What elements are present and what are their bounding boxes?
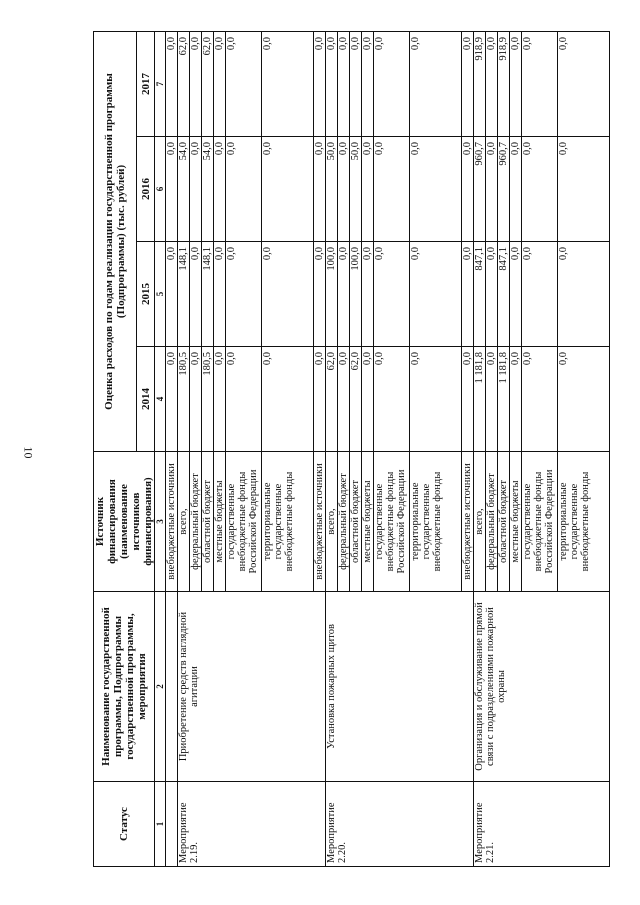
value-cell: 0,0	[350, 31, 362, 136]
value-cell: 0,0	[510, 242, 522, 347]
header-year: 2015	[137, 242, 155, 347]
rotated-table-container	[93, 32, 593, 867]
value-cell: 62,0	[350, 347, 362, 452]
table-row	[178, 31, 190, 866]
value-cell: 50,0	[326, 137, 338, 242]
value-cell: 62,0	[178, 31, 190, 136]
source-cell: областной бюджет	[202, 452, 214, 592]
table-row	[166, 31, 178, 866]
value-cell: 0,0	[462, 242, 474, 347]
value-cell: 0,0	[558, 137, 610, 242]
value-cell: 0,0	[486, 242, 498, 347]
value-cell: 0,0	[510, 347, 522, 452]
value-cell: 0,0	[166, 31, 178, 136]
value-cell: 0,0	[510, 137, 522, 242]
value-cell: 0,0	[262, 137, 314, 242]
value-cell: 0,0	[314, 31, 326, 136]
value-cell: 0,0	[522, 137, 558, 242]
table-row	[326, 31, 338, 866]
source-cell: местные бюджеты	[510, 452, 522, 592]
table-row	[474, 31, 486, 866]
source-cell: федеральный бюджет	[338, 452, 350, 592]
value-cell: 0,0	[362, 242, 374, 347]
value-cell: 0,0	[558, 31, 610, 136]
value-cell: 0,0	[558, 347, 610, 452]
col-number: 4	[155, 347, 166, 452]
value-cell: 0,0	[338, 137, 350, 242]
source-cell: федеральный бюджет	[190, 452, 202, 592]
name-cell: Установка пожарных щитов	[326, 592, 474, 782]
value-cell: 0,0	[338, 31, 350, 136]
value-cell: 0,0	[190, 137, 202, 242]
value-cell: 180,5	[178, 347, 190, 452]
col-number: 1	[155, 782, 166, 867]
status-cell: Мероприятие 2.21.	[474, 782, 610, 867]
source-cell: государственные внебюджетные фонды Российской Федерации	[374, 452, 410, 592]
value-cell: 0,0	[486, 137, 498, 242]
value-cell: 0,0	[362, 347, 374, 452]
header-status: Статус	[94, 782, 155, 867]
source-cell: государственные внебюджетные фонды Российской Федерации	[522, 452, 558, 592]
value-cell: 0,0	[410, 31, 462, 136]
value-cell: 0,0	[314, 137, 326, 242]
name-cell	[166, 592, 178, 782]
source-cell: местные бюджеты	[214, 452, 226, 592]
value-cell: 0,0	[462, 347, 474, 452]
status-cell: Мероприятие 2.19.	[178, 782, 326, 867]
table-body	[166, 31, 610, 866]
source-cell: государственные внебюджетные фонды Российской Федерации	[226, 452, 262, 592]
source-cell: областной бюджет	[498, 452, 510, 592]
value-cell: 62,0	[202, 31, 214, 136]
source-cell: внебюджетные источники	[462, 452, 474, 592]
value-cell: 0,0	[314, 347, 326, 452]
value-cell: 0,0	[410, 137, 462, 242]
budget-table	[93, 31, 610, 867]
value-cell: 0,0	[190, 242, 202, 347]
value-cell: 54,0	[178, 137, 190, 242]
value-cell: 0,0	[374, 31, 410, 136]
value-cell: 148,1	[178, 242, 190, 347]
value-cell: 847,1	[498, 242, 510, 347]
value-cell: 960,7	[498, 137, 510, 242]
source-cell: всего,	[326, 452, 338, 592]
source-cell: территориальные государственные внебюджетные фонды	[262, 452, 314, 592]
value-cell: 0,0	[374, 137, 410, 242]
value-cell: 960,7	[474, 137, 486, 242]
page-number: 10	[21, 446, 36, 459]
value-cell: 1 181,8	[498, 347, 510, 452]
value-cell: 0,0	[214, 137, 226, 242]
value-cell: 0,0	[558, 242, 610, 347]
value-cell: 0,0	[486, 347, 498, 452]
source-cell: внебюджетные источники	[166, 452, 178, 592]
value-cell: 0,0	[522, 347, 558, 452]
value-cell: 0,0	[226, 31, 262, 136]
value-cell: 0,0	[462, 137, 474, 242]
value-cell: 0,0	[326, 31, 338, 136]
source-cell: всего,	[178, 452, 190, 592]
value-cell: 0,0	[262, 242, 314, 347]
source-cell: всего,	[474, 452, 486, 592]
value-cell: 0,0	[338, 347, 350, 452]
header-year: 2016	[137, 137, 155, 242]
header-year: 2014	[137, 347, 155, 452]
source-cell: внебюджетные источники	[314, 452, 326, 592]
source-cell: местные бюджеты	[362, 452, 374, 592]
value-cell: 0,0	[214, 347, 226, 452]
value-cell: 0,0	[362, 137, 374, 242]
source-cell: территориальные государственные внебюджетные фонды	[410, 452, 462, 592]
status-cell	[166, 782, 178, 867]
value-cell: 0,0	[226, 242, 262, 347]
value-cell: 148,1	[202, 242, 214, 347]
value-cell: 0,0	[226, 347, 262, 452]
source-cell: областной бюджет	[350, 452, 362, 592]
value-cell: 0,0	[314, 242, 326, 347]
value-cell: 0,0	[226, 137, 262, 242]
value-cell: 50,0	[350, 137, 362, 242]
value-cell: 0,0	[262, 347, 314, 452]
value-cell: 918,9	[498, 31, 510, 136]
value-cell: 0,0	[214, 31, 226, 136]
header-year: 2017	[137, 31, 155, 136]
col-number: 2	[155, 592, 166, 782]
value-cell: 0,0	[522, 242, 558, 347]
value-cell: 0,0	[374, 347, 410, 452]
value-cell: 0,0	[190, 31, 202, 136]
col-number: 7	[155, 31, 166, 136]
header-estimate: Оценка расходов по годам реализации государственной программы (Подпрограммы) (тыс. рублей)	[94, 31, 137, 451]
status-cell: Мероприятие 2.20.	[326, 782, 474, 867]
value-cell: 0,0	[510, 31, 522, 136]
col-number: 5	[155, 242, 166, 347]
source-cell: федеральный бюджет	[486, 452, 498, 592]
value-cell: 0,0	[338, 242, 350, 347]
value-cell: 0,0	[410, 242, 462, 347]
value-cell: 100,0	[326, 242, 338, 347]
value-cell: 0,0	[190, 347, 202, 452]
value-cell: 0,0	[522, 31, 558, 136]
header-name: Наименование государственной программы, Подпрограммы государственной программы, мероприятия	[94, 592, 155, 782]
value-cell: 1 181,8	[474, 347, 486, 452]
value-cell: 0,0	[262, 31, 314, 136]
name-cell: Приобретение средств наглядной агитации	[178, 592, 326, 782]
value-cell: 0,0	[166, 137, 178, 242]
value-cell: 180,5	[202, 347, 214, 452]
source-cell: территориальные государственные внебюджетные фонды	[558, 452, 610, 592]
value-cell: 0,0	[486, 31, 498, 136]
col-number: 3	[155, 452, 166, 592]
name-cell: Организация и обслуживание прямой связи с подразделениями пожарной охраны	[474, 592, 610, 782]
header-source: Источник финансирования (наименование источников финансирования)	[94, 452, 155, 592]
value-cell: 0,0	[462, 31, 474, 136]
value-cell: 0,0	[214, 242, 226, 347]
value-cell: 0,0	[410, 347, 462, 452]
value-cell: 918,9	[474, 31, 486, 136]
value-cell: 0,0	[166, 347, 178, 452]
value-cell: 0,0	[166, 242, 178, 347]
value-cell: 847,1	[474, 242, 486, 347]
value-cell: 100,0	[350, 242, 362, 347]
value-cell: 62,0	[326, 347, 338, 452]
col-number: 6	[155, 137, 166, 242]
value-cell: 54,0	[202, 137, 214, 242]
value-cell: 0,0	[362, 31, 374, 136]
value-cell: 0,0	[374, 242, 410, 347]
